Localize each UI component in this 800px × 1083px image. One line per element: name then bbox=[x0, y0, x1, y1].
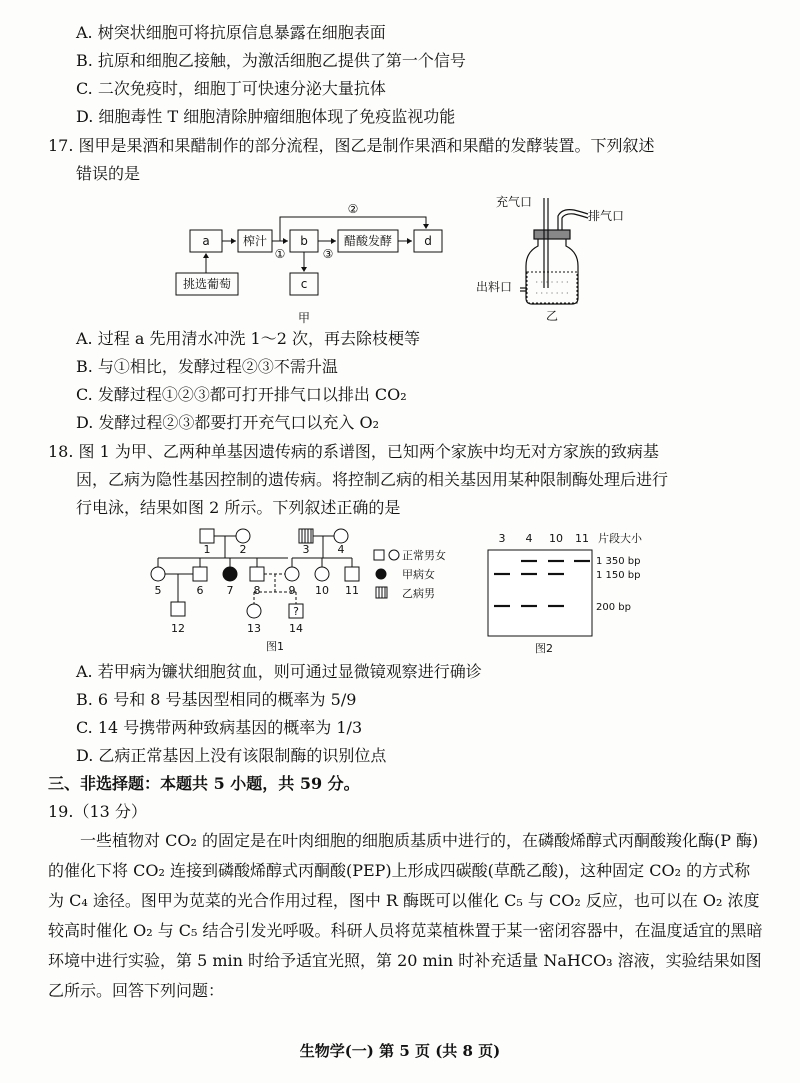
q18-option-a: A. 若甲病为镰状细胞贫血，则可通过显微镜观察进行确诊 bbox=[76, 662, 482, 681]
pedigree-label-14: 14 bbox=[289, 622, 303, 635]
inlet-label: 充气口 bbox=[496, 195, 533, 209]
gel-lane-11: 11 bbox=[575, 532, 589, 545]
gel-size-1350: 1 350 bp bbox=[596, 556, 641, 567]
pedigree-individual-12 bbox=[171, 602, 185, 616]
q18-pedigree-figure bbox=[145, 524, 475, 654]
q17-option-a: A. 过程 a 先用清水冲洗 1～2 次，再去除枝梗等 bbox=[76, 329, 420, 348]
pedigree-individual-11 bbox=[345, 567, 359, 581]
q18-option-c: C. 14 号携带两种致病基因的概率为 1/3 bbox=[76, 718, 363, 737]
box-c-label: c bbox=[300, 277, 308, 291]
q17-figure-yi bbox=[470, 190, 650, 330]
pedigree-individual-8 bbox=[250, 567, 264, 581]
q17-option-d: D. 发酵过程②③都要打开充气口以充入 O₂ bbox=[76, 413, 380, 432]
pedigree-individual-7 bbox=[223, 567, 237, 581]
figure-yi-caption: 乙 bbox=[545, 309, 559, 323]
q18-option-b: B. 6 号和 8 号基因型相同的概率为 5/9 bbox=[76, 690, 357, 709]
gel-size-200: 200 bp bbox=[596, 602, 631, 613]
q16-option-c: C. 二次免疫时，细胞丁可快速分泌大量抗体 bbox=[76, 79, 386, 98]
figure-jia-caption: 甲 bbox=[297, 311, 311, 325]
pedigree-individual-9 bbox=[285, 567, 299, 581]
box-b-label: b bbox=[300, 234, 308, 248]
q16-option-d: D. 细胞毒性 T 细胞清除肿瘤细胞体现了免疫监视功能 bbox=[76, 107, 456, 126]
box-tiaoxuan-label: 挑选葡萄 bbox=[182, 277, 232, 291]
pedigree-label-13: 13 bbox=[247, 622, 261, 635]
legend-yi: 乙病男 bbox=[402, 587, 435, 600]
pedigree-label-4: 4 bbox=[337, 543, 345, 556]
pedigree-label-3: 3 bbox=[302, 543, 310, 556]
q18-gel-figure bbox=[480, 528, 690, 658]
pedigree-individual-2 bbox=[236, 529, 250, 543]
outlet-label: 出料口 bbox=[476, 280, 513, 294]
box-a-label: a bbox=[202, 234, 210, 248]
section-three-heading: 三、非选择题：本题共 5 小题，共 59 分。 bbox=[48, 774, 360, 793]
pedigree-individual-10 bbox=[315, 567, 329, 581]
step-1-label: ① bbox=[274, 247, 286, 261]
pedigree-caption: 图1 bbox=[266, 640, 284, 653]
gel-caption: 图2 bbox=[535, 642, 553, 655]
pedigree-individual-13 bbox=[247, 604, 261, 618]
q17-option-b: B. 与①相比，发酵过程②③不需升温 bbox=[76, 357, 338, 376]
q18-stem-line3: 行电泳，结果如图 2 所示。下列叙述正确的是 bbox=[76, 498, 401, 517]
box-zhazhi-label: 榨汁 bbox=[242, 234, 268, 248]
pedigree-label-9: 9 bbox=[288, 584, 296, 597]
pedigree-label-10: 10 bbox=[315, 584, 329, 597]
q16-option-b: B. 抗原和细胞乙接触，为激活细胞乙提供了第一个信号 bbox=[76, 51, 466, 70]
svg-text:· · · · · · ·: · · · · · · · bbox=[535, 289, 569, 298]
gel-size-title: 片段大小 bbox=[598, 532, 642, 545]
gel-size-1150: 1 150 bp bbox=[596, 570, 641, 581]
gel-lane-10: 10 bbox=[549, 532, 563, 545]
gel-lane-3: 3 bbox=[498, 532, 506, 545]
pedigree-individual-5 bbox=[151, 567, 165, 581]
pedigree-label-2: 2 bbox=[239, 543, 247, 556]
pedigree-question-mark: ? bbox=[293, 605, 299, 618]
box-cusuan-label: 醋酸发酵 bbox=[343, 234, 393, 248]
q18-stem-line2: 因，乙病为隐性基因控制的遗传病。将控制乙病的相关基因用某种限制酶处理后进行 bbox=[76, 470, 669, 489]
pedigree-label-1: 1 bbox=[203, 543, 211, 556]
pedigree-label-5: 5 bbox=[154, 584, 162, 597]
exhaust-label: 排气口 bbox=[588, 209, 625, 223]
q17-stem-line2: 错误的是 bbox=[76, 164, 141, 183]
pedigree-label-7: 7 bbox=[226, 584, 234, 597]
q17-figure-jia bbox=[170, 195, 460, 325]
q17-stem-line1: 17. 图甲是果酒和果醋制作的部分流程，图乙是制作果酒和果醋的发酵装置。下列叙述 bbox=[48, 136, 655, 155]
pedigree-label-6: 6 bbox=[196, 584, 204, 597]
step-3-label: ③ bbox=[322, 247, 334, 261]
pedigree-individual-1 bbox=[200, 529, 214, 543]
q19-paragraph: 一些植物对 CO₂ 的固定是在叶肉细胞的细胞质基质中进行的，在磷酸烯醇式丙酮酸羧化酶(P 酶)的催化下将 CO₂ 连接到磷酸烯醇式丙酮酸(PEP)上形成四碳酸(草酰乙酸)，这种固定 CO₂ 的方式称为 C₄ 途径。图甲为苋菜的光合作用过程，图中 R 酶既可以催化 C₅ 与 CO₂ 反应，也可以在 O₂ 浓度较高时催化 O₂ 与 C₅ 结合引发光呼吸。科研人员将苋菜植株置于某一密闭容器中，在温度适宜的黑暗环境中进行实验，第 5 min 时给予适宜光照，第 20 min 时补充适量 NaHCO₃ 溶液，实验结果如图乙所示。回答下列问题： bbox=[48, 831, 763, 1000]
pedigree-label-8: 8 bbox=[253, 584, 261, 597]
q18-stem-line1: 18. 图 1 为甲、乙两种单基因遗传病的系谱图，已知两个家族中均无对方家族的致病基 bbox=[48, 442, 659, 461]
q17-option-c: C. 发酵过程①②③都可打开排气口以排出 CO₂ bbox=[76, 385, 407, 404]
pedigree-individual-4 bbox=[334, 529, 348, 543]
legend-normal: 正常男女 bbox=[402, 549, 446, 562]
pedigree-individual-6 bbox=[193, 567, 207, 581]
gel-body bbox=[488, 550, 592, 636]
box-d-label: d bbox=[424, 234, 432, 248]
pedigree-label-11: 11 bbox=[345, 584, 359, 597]
step-2-label: ② bbox=[347, 202, 359, 216]
q16-option-a: A. 树突状细胞可将抗原信息暴露在细胞表面 bbox=[76, 23, 386, 42]
gel-lane-4: 4 bbox=[525, 532, 533, 545]
page-footer: 生物学(一) 第 5 页 (共 8 页) bbox=[299, 1042, 501, 1060]
pedigree-label-12: 12 bbox=[171, 622, 185, 635]
q18-option-d: D. 乙病正常基因上没有该限制酶的识别位点 bbox=[76, 746, 387, 765]
q19-header: 19.（13 分） bbox=[48, 802, 147, 821]
legend-jia: 甲病女 bbox=[402, 568, 435, 581]
svg-text:· · · · · · ·: · · · · · · · bbox=[535, 278, 569, 287]
